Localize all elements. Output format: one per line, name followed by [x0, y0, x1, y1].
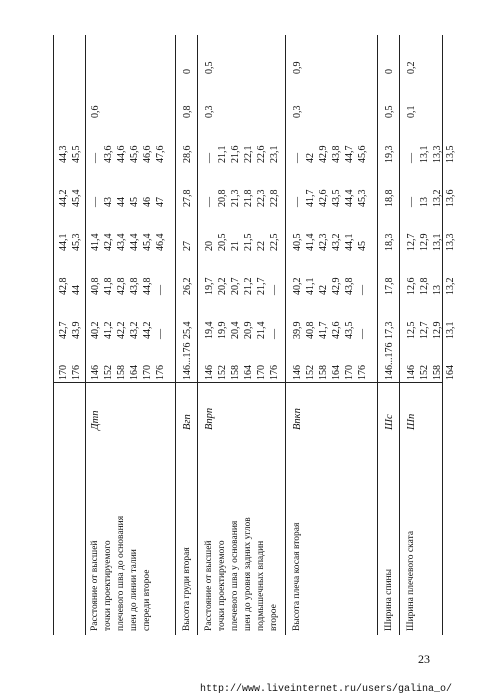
table-cell: 42,8	[58, 277, 69, 295]
table-cell: 17,3	[384, 321, 395, 339]
table-cell: 158	[432, 365, 443, 380]
table-cell: 152	[103, 365, 114, 380]
table-cell: 42,4	[103, 233, 114, 251]
table-cell: 12,5	[406, 321, 417, 339]
table-cell: 20,7	[230, 277, 241, 295]
table-cell: 45,6	[357, 145, 368, 163]
table-cell: —	[269, 285, 280, 295]
table-cell: 0,8	[182, 105, 193, 118]
row-label: Высота груди вторая	[182, 547, 192, 631]
table-cell: 44,4	[129, 233, 140, 251]
table-cell: 20,5	[217, 233, 228, 251]
table-cell: 42	[318, 285, 329, 295]
table-cell: 44,7	[344, 145, 355, 163]
table-cell: 21,8	[243, 189, 254, 207]
table-cell: 43,6	[103, 145, 114, 163]
table-cell: 43,5	[331, 189, 342, 207]
table-cell: 42,2	[116, 321, 127, 339]
table-cell: 42,6	[331, 321, 342, 339]
table-cell: —	[155, 329, 166, 339]
table-rule	[85, 35, 86, 635]
table-cell: 13,1	[419, 145, 430, 163]
table-cell: 44,3	[58, 145, 69, 163]
table-cell: 13,3	[445, 233, 456, 251]
table-cell: 40,2	[90, 321, 101, 339]
table-cell: —	[357, 329, 368, 339]
table-cell: 176	[357, 365, 368, 380]
table-cell: 45	[129, 197, 140, 207]
row-label: Расстояние от высшей точки проектируемого плечевого шва у основания шеи до уровня задних углов подмышечных впадин второе	[204, 517, 279, 631]
table-cell: 22,6	[256, 145, 267, 163]
row-symbol: Впрп	[204, 407, 215, 430]
table-cell: 41,4	[90, 233, 101, 251]
table-cell: 170	[256, 365, 267, 380]
table-cell: 164	[445, 365, 456, 380]
table-cell: 41,8	[103, 277, 114, 295]
table-cell: 42,6	[318, 189, 329, 207]
table-cell: 21	[230, 241, 241, 251]
table-cell: 42,3	[318, 233, 329, 251]
table-cell: 22,5	[269, 233, 280, 251]
table-cell: 0,2	[406, 61, 417, 74]
table-cell: 21,7	[256, 277, 267, 295]
table-cell: 22,1	[243, 145, 254, 163]
table-cell: 45,3	[71, 233, 82, 251]
page-number: 23	[418, 652, 430, 666]
table-cell: 39,9	[292, 321, 303, 339]
table-cell: 46,6	[142, 145, 153, 163]
table-cell: 45	[357, 241, 368, 251]
table-cell: 21,2	[243, 277, 254, 295]
table-cell: 0	[182, 69, 193, 74]
table-cell: 0,5	[204, 61, 215, 74]
table-cell: —	[406, 197, 417, 207]
table-cell: 43,5	[344, 321, 355, 339]
table-cell: 0,1	[406, 105, 417, 118]
table-cell: 41,4	[305, 233, 316, 251]
table-cell: 158	[318, 365, 329, 380]
table-cell: 41,1	[305, 277, 316, 295]
table-cell: 13,2	[432, 189, 443, 207]
table-cell: 164	[129, 365, 140, 380]
table-rule	[53, 35, 54, 635]
table-cell: 20,2	[217, 277, 228, 295]
row-symbol: Шп	[406, 413, 417, 430]
table-cell: 12,7	[419, 321, 430, 339]
table-cell: 146	[292, 365, 303, 380]
table-cell: 47,6	[155, 145, 166, 163]
table-cell: 44,2	[142, 321, 153, 339]
table-cell: —	[292, 153, 303, 163]
table-cell: 43,2	[331, 233, 342, 251]
table-cell: 13	[432, 285, 443, 295]
table-cell: 43,8	[331, 145, 342, 163]
table-cell: 20,4	[230, 321, 241, 339]
table-cell: 44	[71, 285, 82, 295]
row-label: Ширина спины	[384, 568, 394, 631]
table-cell: 20,9	[243, 321, 254, 339]
table-cell: 40,8	[305, 321, 316, 339]
table-cell: 44,8	[142, 277, 153, 295]
table-cell: 158	[116, 365, 127, 380]
table-cell: —	[204, 197, 215, 207]
table-cell: 12,9	[419, 233, 430, 251]
table-cell: 152	[305, 365, 316, 380]
table-cell: 22,8	[269, 189, 280, 207]
table-cell: 152	[419, 365, 430, 380]
table-rule	[377, 35, 378, 635]
table-cell: 43	[103, 197, 114, 207]
table-cell: 45,6	[129, 145, 140, 163]
table-cell: 170	[58, 365, 69, 380]
table-cell: 42,9	[331, 277, 342, 295]
table-cell: 41,2	[103, 321, 114, 339]
table-cell: —	[204, 153, 215, 163]
table-cell: 21,6	[230, 145, 241, 163]
row-label: Высота плеча косая вторая	[292, 522, 302, 631]
table-cell: 19,7	[204, 277, 215, 295]
table-cell: 13,5	[445, 145, 456, 163]
table-cell: 45,5	[71, 145, 82, 163]
table-cell: 146	[90, 365, 101, 380]
table-rule	[197, 35, 198, 635]
footer-url: http://www.liveinternet.ru/users/galina_o/	[200, 684, 453, 695]
row-symbol: Дтп	[90, 410, 101, 430]
table-cell: 43,9	[71, 321, 82, 339]
table-cell: 0	[384, 69, 395, 74]
table-cell: 45,3	[357, 189, 368, 207]
table-cell: 19,4	[204, 321, 215, 339]
table-cell: 146	[204, 365, 215, 380]
table-cell: 13,3	[432, 145, 443, 163]
table-cell: 164	[331, 365, 342, 380]
table-cell: 44	[116, 197, 127, 207]
table-cell: 12,9	[432, 321, 443, 339]
row-symbol: Впкп	[292, 408, 303, 430]
table-cell: 170	[142, 365, 153, 380]
table-cell: 176	[71, 365, 82, 380]
table-cell: 146...176	[182, 342, 193, 380]
table-cell: 20,8	[217, 189, 228, 207]
table-cell: 18,8	[384, 189, 395, 207]
table-cell: 0,9	[292, 61, 303, 74]
table-cell: 44,2	[58, 189, 69, 207]
table-cell: 176	[155, 365, 166, 380]
table-cell: 0,6	[90, 105, 101, 118]
table-cell: 22	[256, 241, 267, 251]
table-cell: 41,7	[318, 321, 329, 339]
row-label: Ширина плечевого ската	[406, 530, 416, 631]
table-cell: 43,8	[344, 277, 355, 295]
table-cell: 12,7	[406, 233, 417, 251]
table-cell: 46,4	[155, 233, 166, 251]
table-cell: 43,4	[116, 233, 127, 251]
table-cell: 13,2	[445, 277, 456, 295]
table-cell: 21,3	[230, 189, 241, 207]
table-cell: 43,8	[129, 277, 140, 295]
table-cell: 22,3	[256, 189, 267, 207]
table-cell: 44,1	[344, 233, 355, 251]
table-cell: 45,4	[71, 189, 82, 207]
table-cell: 0,3	[204, 105, 215, 118]
table-cell: 146	[406, 365, 417, 380]
table-cell: 170	[344, 365, 355, 380]
table-cell: 42	[305, 153, 316, 163]
column-rule	[53, 382, 443, 383]
table-cell: 42,8	[116, 277, 127, 295]
table-cell: 44,1	[58, 233, 69, 251]
table-cell: 26,2	[182, 277, 193, 295]
table-cell: 17,8	[384, 277, 395, 295]
table-cell: —	[292, 197, 303, 207]
table-cell: 46	[142, 197, 153, 207]
table-cell: 21,1	[217, 145, 228, 163]
table-cell: 25,4	[182, 321, 193, 339]
table-cell: 158	[230, 365, 241, 380]
table-cell: 21,4	[256, 321, 267, 339]
table-cell: 152	[217, 365, 228, 380]
table-cell: 12,8	[419, 277, 430, 295]
table-cell: —	[357, 285, 368, 295]
table-cell: 40,2	[292, 277, 303, 295]
table-cell: 146...176	[384, 342, 395, 380]
table-cell: 12,6	[406, 277, 417, 295]
table-cell: 41,7	[305, 189, 316, 207]
table-cell: 40,8	[90, 277, 101, 295]
table-cell: 13,1	[445, 321, 456, 339]
table-cell: 42,7	[58, 321, 69, 339]
table-cell: 19,9	[217, 321, 228, 339]
table-cell: 176	[269, 365, 280, 380]
rotated-table	[53, 35, 456, 635]
row-symbol: Шс	[384, 414, 395, 430]
table-cell: —	[90, 153, 101, 163]
table-cell: 23,1	[269, 145, 280, 163]
table-cell: 27,8	[182, 189, 193, 207]
table-cell: 13,6	[445, 189, 456, 207]
table-cell: 45,4	[142, 233, 153, 251]
table-rule	[285, 35, 286, 635]
table-cell: 40,5	[292, 233, 303, 251]
table-cell: 13	[419, 197, 430, 207]
row-label: Расстояние от высшей точки проектируемого плечевого шва до основания шеи до линии талии спереди второе	[90, 515, 152, 631]
table-cell: 44,6	[116, 145, 127, 163]
table-cell: 0,5	[384, 105, 395, 118]
table-cell: 164	[243, 365, 254, 380]
table-cell: 28,6	[182, 145, 193, 163]
table-cell: 13,1	[432, 233, 443, 251]
table-cell: 21,5	[243, 233, 254, 251]
table-cell: —	[90, 197, 101, 207]
table-cell: 44,4	[344, 189, 355, 207]
table-cell: —	[406, 153, 417, 163]
row-symbol: Вгп	[182, 414, 193, 430]
table-cell: 42,9	[318, 145, 329, 163]
table-rule	[175, 35, 176, 635]
table-cell: 18,3	[384, 233, 395, 251]
table-cell: 19,3	[384, 145, 395, 163]
table-cell: —	[155, 285, 166, 295]
table-cell: 47	[155, 197, 166, 207]
table-cell: —	[269, 329, 280, 339]
table-cell: 27	[182, 241, 193, 251]
table-cell: 20	[204, 241, 215, 251]
table-rule	[399, 35, 400, 635]
table-cell: 0,3	[292, 105, 303, 118]
table-cell: 43,2	[129, 321, 140, 339]
